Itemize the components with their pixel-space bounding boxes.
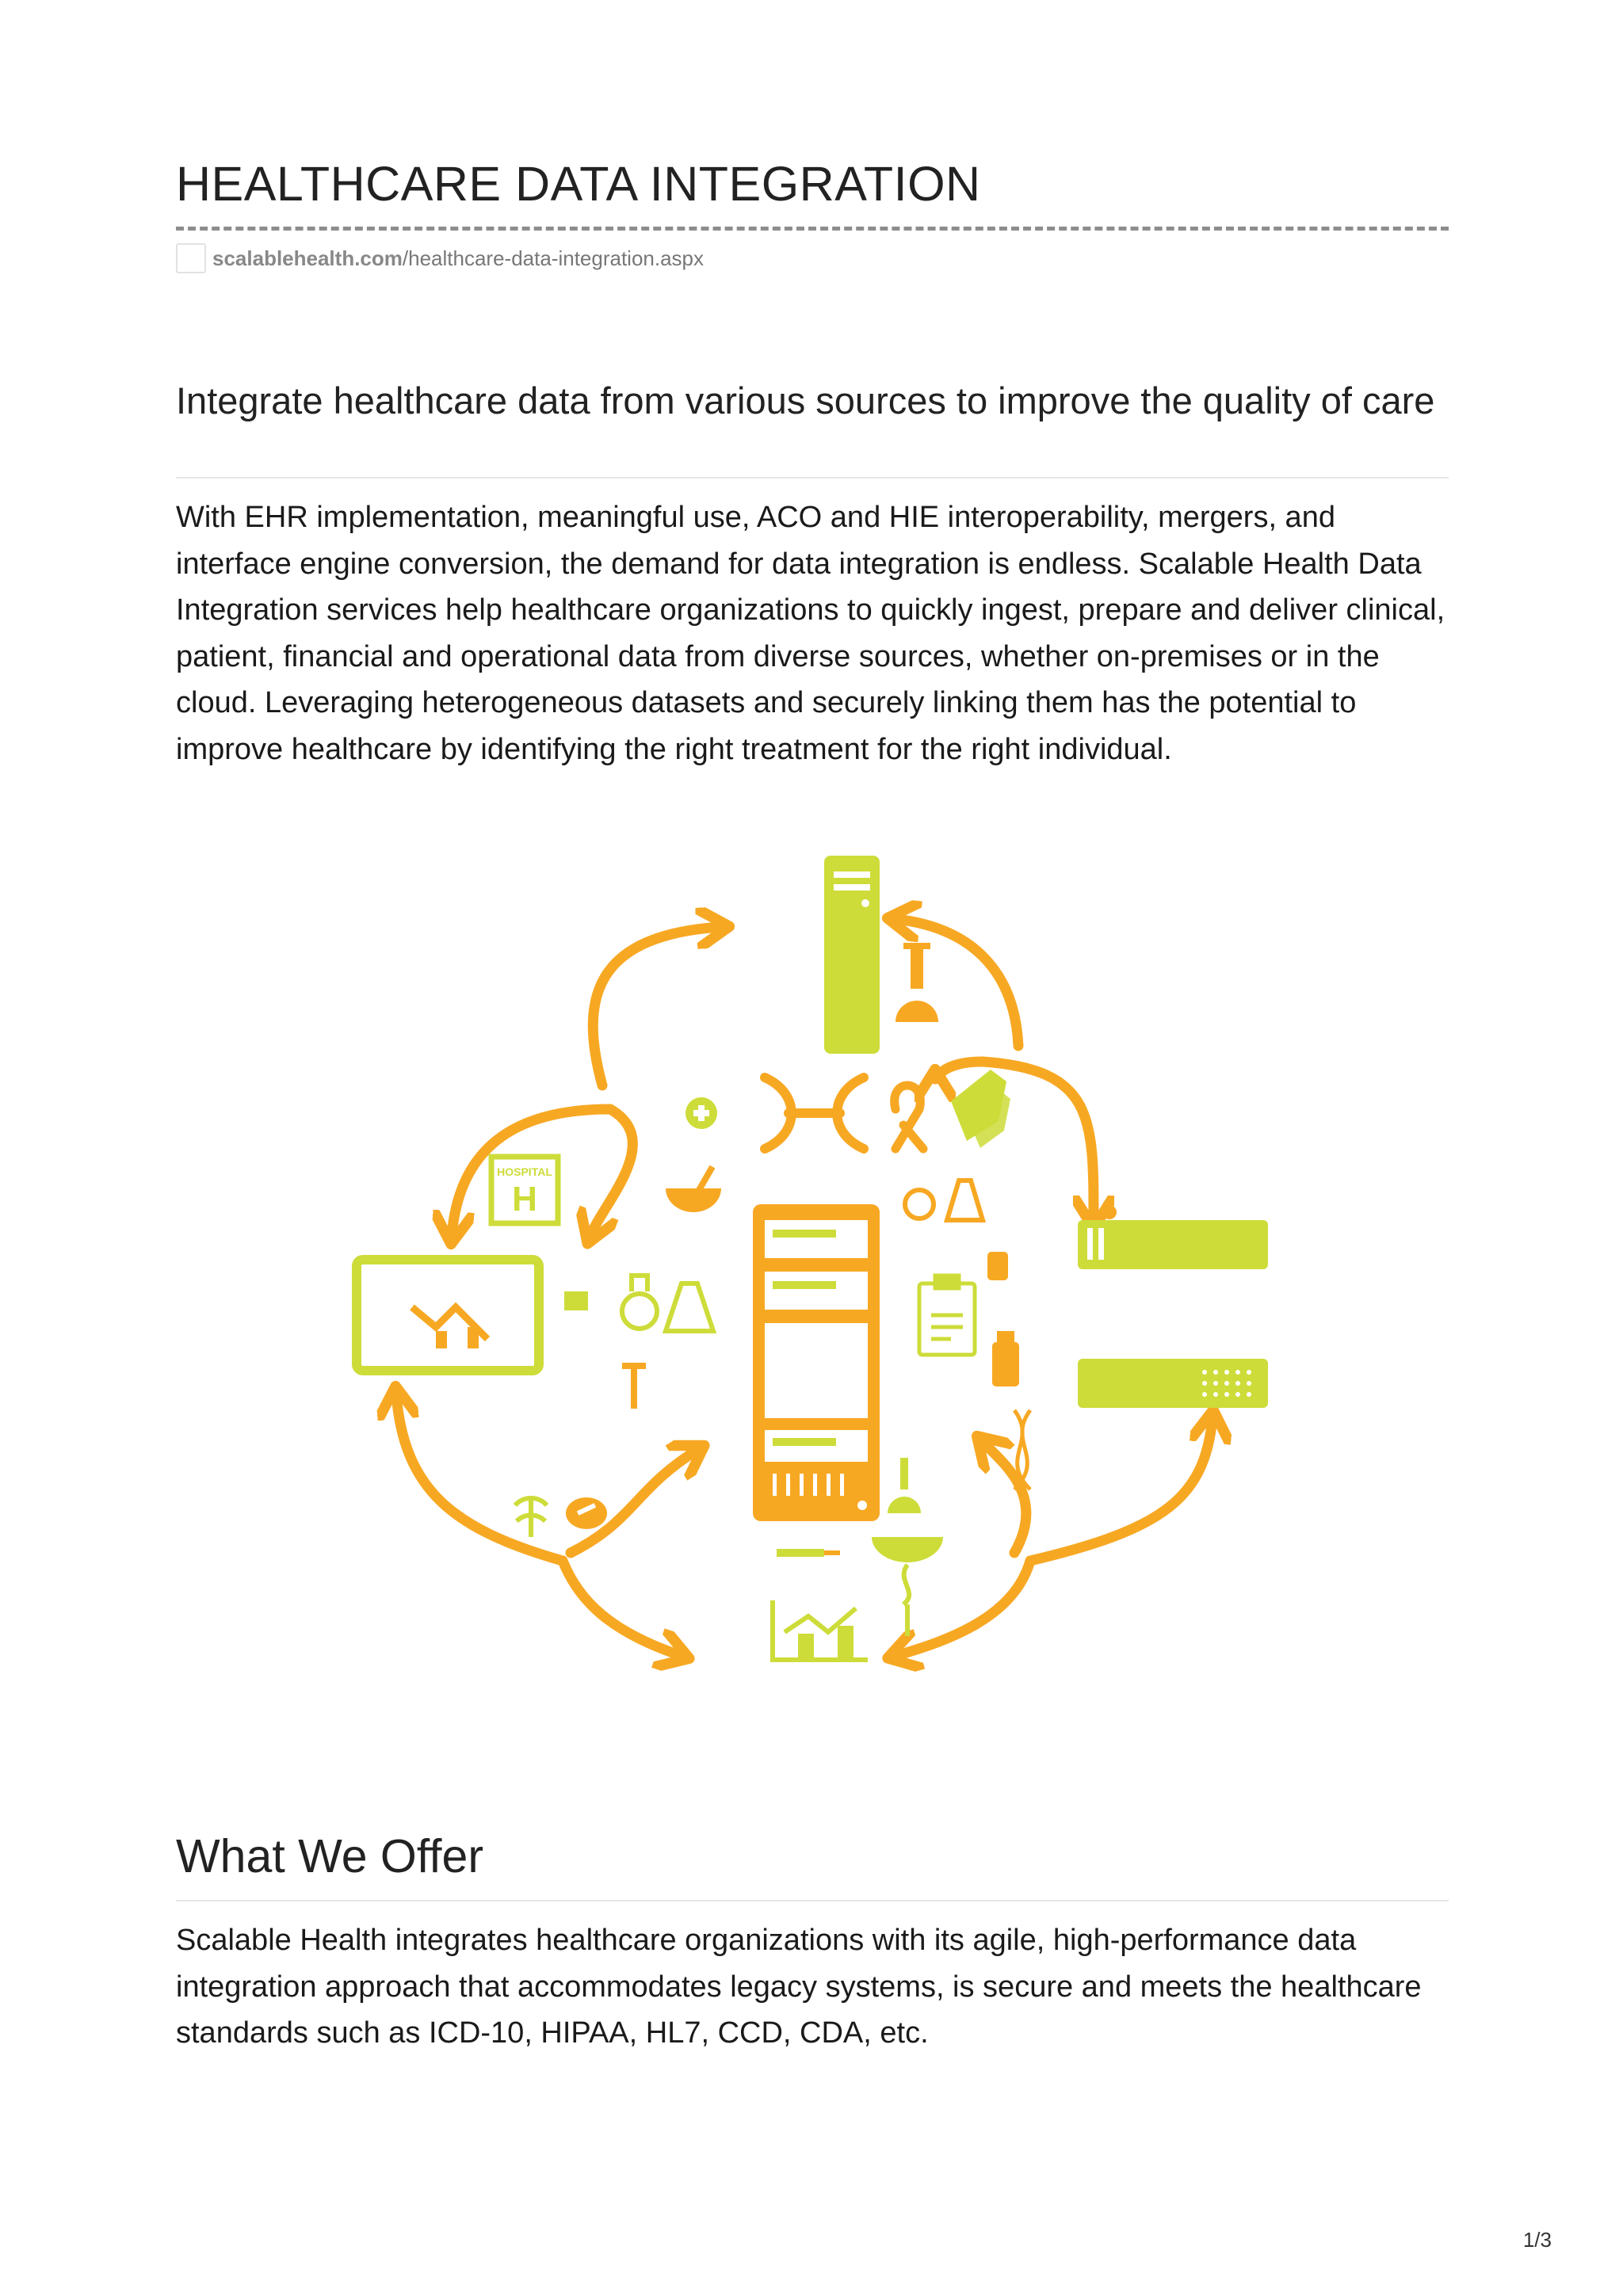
vial-left-icon: [564, 1291, 588, 1310]
page-title: HEALTHCARE DATA INTEGRATION: [176, 157, 981, 211]
arrow-right-bottom-down: [896, 1561, 1030, 1656]
lab-beakers-right-icon: [905, 1180, 983, 1220]
corkscrew-icon: [622, 1363, 646, 1409]
mortar-pestle-icon: [666, 1165, 721, 1212]
lab-beakers-left-icon: [622, 1276, 713, 1331]
intro-heading: Integrate healthcare data from various sources to improve the quality of care: [176, 379, 1435, 421]
vial-right-icon: [987, 1252, 1008, 1280]
offer-divider: [176, 1900, 1449, 1901]
favicon-icon: [176, 243, 206, 273]
exchange-arrows-icon: [765, 1077, 864, 1149]
data-integration-illustration: [349, 840, 1284, 1695]
url-path: /healthcare-data-integration.aspx: [402, 246, 705, 270]
lime-flask-icon: [888, 1458, 921, 1513]
flask-icon: [896, 943, 938, 1022]
svg-text:HOSPITAL: HOSPITAL: [497, 1165, 552, 1178]
intro-paragraph: With EHR implementation, meaningful use, ACO and HIE interoperability, mergers, and interface engine conversion, the demand for data integration is endless. Scalable Health Data Integration services help healthcare organizations to quickly ingest, prepare and deliver clinical, patient, financial and operational data from diverse sources, whether on-premises or in the cloud. Leveraging heterogeneous datasets and securely linking them has the potential to improve healthcare by identifying the right treatment for the right individual.: [176, 501, 1445, 766]
bowl-of-hygieia-icon: [872, 1537, 943, 1636]
gloves-icon: [951, 1070, 1010, 1148]
clipboard-icon: [919, 1276, 975, 1355]
source-url[interactable]: [176, 241, 704, 276]
server-right-lower-icon: [1078, 1359, 1268, 1408]
hospital-sign-icon: [491, 1157, 558, 1223]
offer-paragraph: Scalable Health integrates healthcare organizations with its agile, high-performance data integration approach that accommodates legacy systems, is secure and meets the healthcare standards such as ICD-10, HIPAA, HL7, CCD, CDA, etc.: [176, 1924, 1422, 2050]
monitor-chart-icon: [357, 1260, 539, 1371]
arrow-left-bottom-up: [396, 1394, 563, 1561]
server-right-upper-icon: [1078, 1205, 1268, 1269]
ribbon-icon: [895, 1085, 923, 1149]
offer-heading: What We Offer: [176, 1830, 483, 1882]
arrow-left-bottom-down: [563, 1561, 682, 1656]
plus-circle-icon: [685, 1097, 717, 1129]
pill-icon: [566, 1497, 607, 1529]
page-number: 1/3: [1522, 2228, 1552, 2252]
syringe-icon: [777, 1549, 840, 1557]
bar-chart-icon: [773, 1600, 868, 1660]
arrow-right-in: [935, 1062, 983, 1079]
intro-divider: [176, 477, 1449, 479]
svg-text:H: H: [512, 1180, 537, 1219]
bottle-icon: [992, 1331, 1019, 1386]
rack-server-icon: [753, 1204, 880, 1521]
arrow-top-left: [593, 927, 721, 1085]
arrow-right-bottom-up: [1030, 1418, 1212, 1561]
arrow-left-down: [590, 1109, 632, 1236]
server-tower-top-icon: [824, 856, 880, 1054]
url-host: scalablehealth.com: [212, 246, 403, 270]
caduceus-icon: [515, 1497, 547, 1537]
title-divider: [176, 227, 1449, 231]
